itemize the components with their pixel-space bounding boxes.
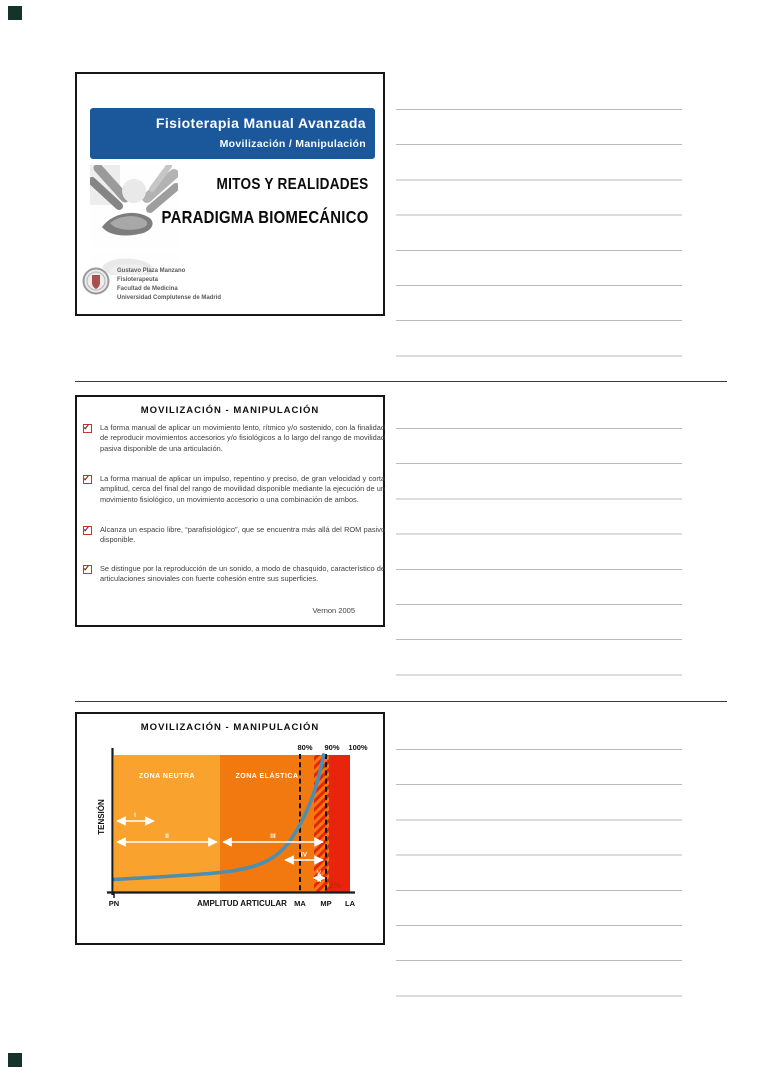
x-tick-pn: PN [108,899,120,908]
top-label-80: 80% [297,743,313,752]
two-percent-annotation: 2% [329,881,341,890]
slide-1-title-slide [75,72,385,316]
arrow-label-IV: IV [300,851,308,859]
note-lines-section-3 [396,749,682,997]
tension-amplitude-chart [77,714,387,947]
arrow-label-V: V [316,871,322,877]
main-title-line-1: MITOS Y REALIDADES [217,176,369,193]
slide-3-tension-chart [75,712,385,945]
x-tick-ma: MA [294,899,306,908]
page-corner-mark-top [8,6,22,20]
slide-main-title [162,176,369,228]
course-subtitle: Movilización / Manipulación [219,138,366,150]
author-role: Fisioterapeuta [117,277,159,283]
zone-elastic-label: ZONA ELÁSTICA [235,773,299,780]
arrow-label-III: III [270,833,276,840]
bullet-item [83,564,385,585]
section-divider [75,701,727,702]
arrow-label-I: I [134,812,136,819]
author-block [117,267,221,303]
bullet-text: Alcanza un espacio libre, “parafisiológico”, que se encuentra más allá del ROM pasivo disponible. [100,525,385,545]
top-label-100: 100% [348,743,368,752]
note-lines-section-1 [396,109,682,357]
bullet-text: La forma manual de aplicar un movimiento lento, rítmico y/o sostenido, con la finalidad de reproducir movimientos accesorios y/o fisiológicos a lo largo del rango de movilidad pasiva disponible de una articulación. [100,423,385,453]
note-lines-section-2 [396,428,682,676]
bullet-item [83,423,385,454]
x-axis-label: AMPLITUD ARTICULAR [197,899,287,908]
checkbox-icon [83,475,92,484]
bullet-text: Se distingue por la reproducción de un sonido, a modo de chasquido, característico de articulaciones sinoviales con fuerte cohesión entre sus superficies. [100,564,385,584]
section-divider [75,381,727,382]
bullet-text: La forma manual de aplicar un impulso, repentino y preciso, de gran velocidad y corta amplitud, cerca del final del rango de movilidad disponible mediante la ejecución de un movimiento fisiológico, un movimiento accesorio o una combinación de ambos. [100,474,385,504]
course-header-banner [90,108,375,159]
bullet-item [83,474,385,505]
slide-3-title: MOVILIZACIÓN - MANIPULACIÓN [140,722,320,733]
top-label-90: 90% [324,743,340,752]
y-axis-label: TENSIÓN [97,799,106,835]
zone-limit-area [329,755,350,892]
checkbox-icon [83,565,92,574]
bullet-item [83,525,385,546]
course-title: Fisioterapia Manual Avanzada [155,115,366,131]
page-corner-mark-bottom [8,1053,22,1067]
x-tick-mp: MP [320,899,332,908]
university-crest-logo [82,264,112,302]
slide-2-title: MOVILIZACIÓN - MANIPULACIÓN [140,405,320,416]
author-faculty: Facultad de Medicina [117,286,178,292]
checkbox-icon [83,424,92,433]
citation-text: Vernon 2005 [312,606,355,615]
arrow-label-II: II [165,833,169,840]
checkbox-icon [83,526,92,535]
zone-neutral-label: ZONA NEUTRA [138,773,196,780]
x-tick-la: LA [345,899,355,908]
main-title-line-2: PARADIGMA BIOMECÁNICO [162,207,369,227]
author-university: Universidad Complutense de Madrid [117,295,222,301]
slide-2-definitions [75,395,385,627]
author-name: Gustavo Plaza Manzano [117,268,186,274]
